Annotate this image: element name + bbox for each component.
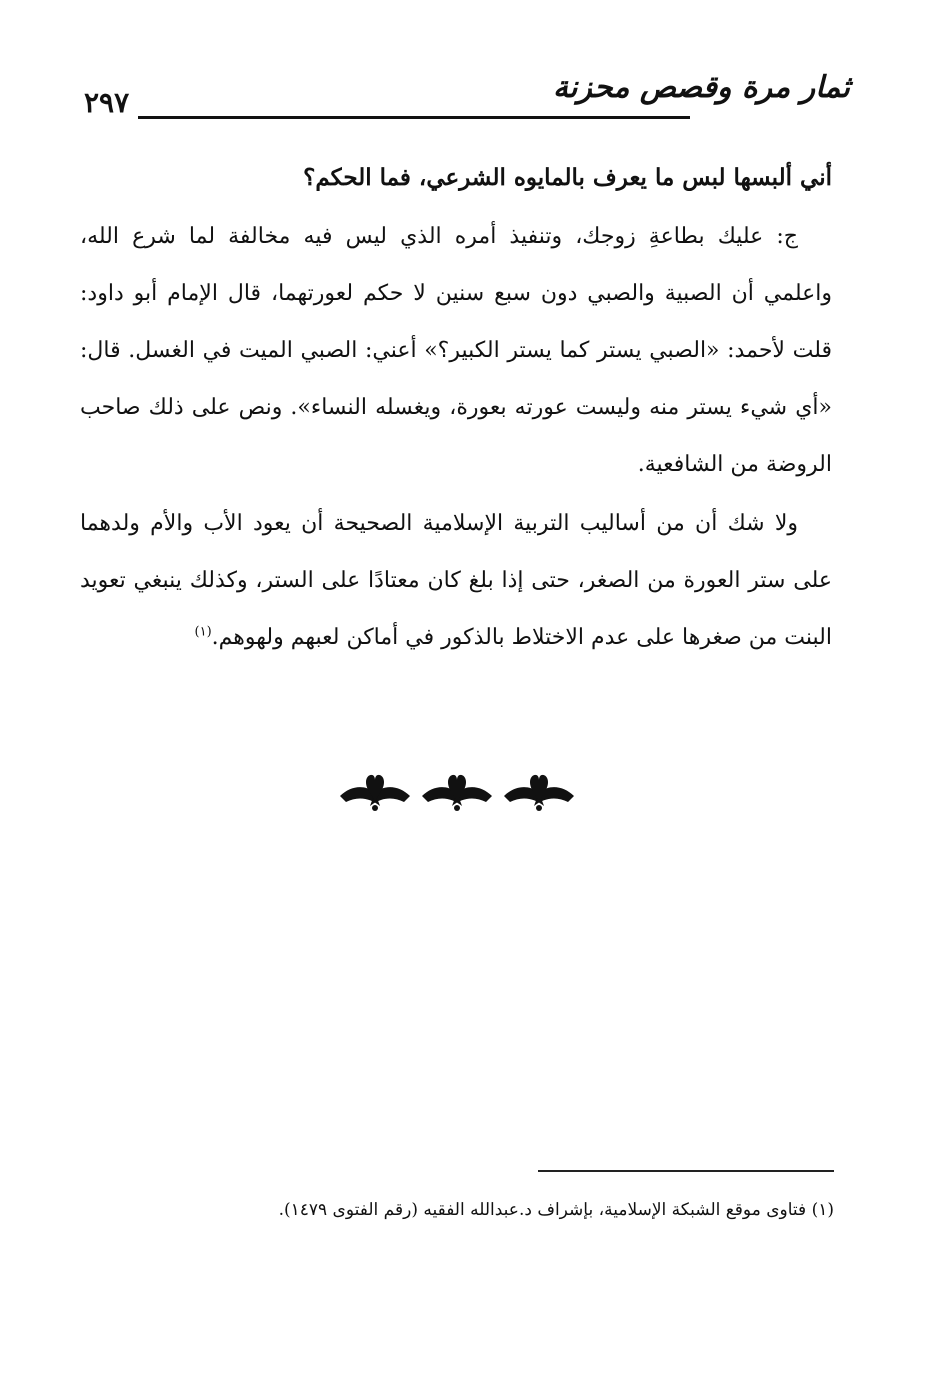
question-text: أني ألبسها لبس ما يعرف بالمايوه الشرعي، فما الحكم؟ — [303, 164, 832, 191]
page-body — [80, 150, 832, 666]
floral-ornament-icon — [332, 772, 582, 816]
page-number: ٢٩٧ — [84, 86, 130, 119]
footnote-reference: (١) — [194, 624, 212, 640]
footnote: (١) فتاوى موقع الشبكة الإسلامية، بإشراف د.عبدالله الفقيه (رقم الفتوى ١٤٧٩). — [278, 1200, 834, 1220]
header-rule — [138, 116, 690, 119]
advice-paragraph-text: ولا شك أن من أساليب التربية الإسلامية الصحيحة أن يعود الأب والأم ولدهما على ستر العورة من الصغر، حتى إذا بلغ كان معتادًا على الستر، وكذلك ينبغي تعويد البنت من صغرها على عدم الاختلاط بالذكور في أماكن لعبهم ولهوهم. — [80, 511, 832, 650]
page-header — [80, 70, 850, 126]
footnote-rule — [538, 1170, 834, 1172]
running-title: ثمار مرة وقصص محزنة — [552, 70, 850, 105]
advice-paragraph — [80, 495, 832, 666]
answer-paragraph: ج: عليك بطاعةِ زوجك، وتنفيذ أمره الذي ليس فيه مخالفة لما شرع الله، واعلمي أن الصبية والصبي دون سبع سنين لا حكم لعورتهما، قال الإمام أبو داود: قلت لأحمد: «الصبي يستر كما يستر الكبير؟» أعني: الصبي الميت في الغسل. قال: «أي شيء يستر منه وليست عورته بعورة، ويغسله النساء». ونص على ذلك صاحب الروضة من الشافعية. — [80, 224, 832, 477]
